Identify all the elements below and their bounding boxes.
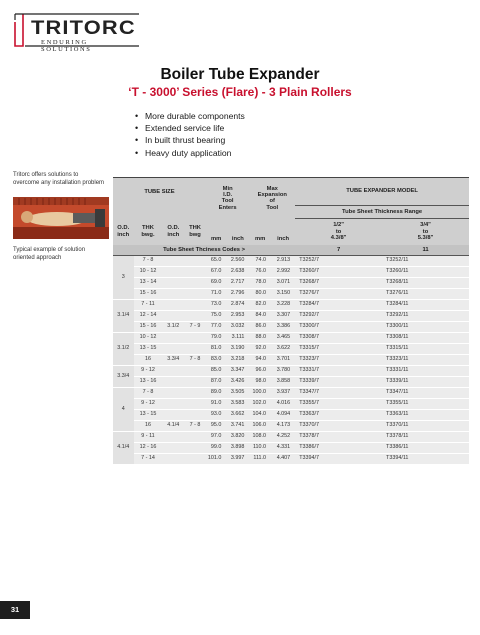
cell-model-7: T3363/7 [295, 410, 382, 421]
table-row [113, 421, 469, 432]
cell-model-7: T3331/7 [295, 366, 382, 377]
cell-od2 [162, 443, 184, 454]
cell-model-11: T3386/11 [382, 443, 469, 454]
cell-model-7: T3315/7 [295, 344, 382, 355]
cell-max-inch: 3.622 [271, 344, 295, 355]
cell-model-7: T3308/7 [295, 333, 382, 344]
feature-list [135, 110, 245, 159]
cell-model-7: T3260/7 [295, 267, 382, 278]
cell-min-mm: 97.0 [206, 432, 227, 443]
cell-thk: 13 - 15 [134, 410, 163, 421]
cell-max-inch: 4.407 [271, 454, 295, 465]
cell-thk2 [184, 256, 206, 267]
cell-model-11: T3308/11 [382, 333, 469, 344]
cell-model-7: T3378/7 [295, 432, 382, 443]
header-range-2: 3/4" to 5.3/8" [382, 219, 469, 245]
cell-min-mm: 79.0 [206, 333, 227, 344]
cell-thk2 [184, 311, 206, 322]
cell-min-mm: 95.0 [206, 421, 227, 432]
cell-model-11: T3268/11 [382, 278, 469, 289]
cell-min-inch: 3.583 [226, 399, 249, 410]
header-od2: O.D. inch [162, 219, 184, 245]
cell-min-inch: 3.997 [226, 454, 249, 465]
cell-max-inch: 4.252 [271, 432, 295, 443]
table-row [113, 410, 469, 421]
cell-min-inch: 3.347 [226, 366, 249, 377]
cell-model-7: T3370/7 [295, 421, 382, 432]
header-tube-size: TUBE SIZE [113, 178, 206, 206]
cell-max-inch: 3.465 [271, 333, 295, 344]
table-row [113, 289, 469, 300]
cell-max-mm: 88.0 [249, 333, 271, 344]
cell-thk2 [184, 410, 206, 421]
solution-approach-caption: Typical example of solution oriented approach [13, 247, 86, 261]
cell-thk: 7 - 11 [134, 300, 163, 311]
cell-thk: 7 - 14 [134, 454, 163, 465]
header-range-1: 1/2" to 4.3/8" [295, 219, 382, 245]
cell-od2 [162, 267, 184, 278]
cell-max-inch: 4.016 [271, 399, 295, 410]
cell-max-mm: 76.0 [249, 267, 271, 278]
cell-min-mm: 65.0 [206, 256, 227, 267]
cell-model-7: T3394/7 [295, 454, 382, 465]
code-11: 11 [382, 245, 469, 256]
cell-od2 [162, 256, 184, 267]
brand-logo [13, 12, 141, 53]
cell-min-inch: 2.560 [226, 256, 249, 267]
table-row [113, 256, 469, 267]
cell-thk: 10 - 12 [134, 333, 163, 344]
codes-label: Tube Sheet Thciness Codes > [113, 245, 295, 256]
cell-max-mm: 96.0 [249, 366, 271, 377]
header-mm: mm [206, 219, 227, 245]
cell-model-11: T3300/11 [382, 322, 469, 333]
cell-od2 [162, 300, 184, 311]
cell-model-11: T3347/11 [382, 388, 469, 399]
cell-model-11: T3260/11 [382, 267, 469, 278]
cell-od2: 4.1/4 [162, 421, 184, 432]
cell-model-11: T3355/11 [382, 399, 469, 410]
cell-max-mm: 82.0 [249, 300, 271, 311]
cell-model-11: T3315/11 [382, 344, 469, 355]
cell-max-inch: 3.150 [271, 289, 295, 300]
cell-max-mm: 80.0 [249, 289, 271, 300]
cell-model-11: T3339/11 [382, 377, 469, 388]
cell-max-inch: 3.071 [271, 278, 295, 289]
cell-model-7: T3323/7 [295, 355, 382, 366]
logo-wordmark: TRITORC [31, 18, 136, 39]
header-max-expansion: Max Expansion of Tool [249, 178, 295, 219]
cell-max-mm: 102.0 [249, 399, 271, 410]
cell-min-mm: 67.0 [206, 267, 227, 278]
cell-max-inch: 4.094 [271, 410, 295, 421]
cell-model-11: T3323/11 [382, 355, 469, 366]
page-title: Boiler Tube Expander [160, 66, 320, 83]
cell-thk: 9 - 12 [134, 366, 163, 377]
spec-table [113, 177, 469, 465]
cell-thk2 [184, 443, 206, 454]
cell-od2: 3.1/2 [162, 322, 184, 333]
cell-min-mm: 101.0 [206, 454, 227, 465]
cell-max-inch: 3.780 [271, 366, 295, 377]
cell-od2 [162, 278, 184, 289]
cell-thk2 [184, 454, 206, 465]
cell-min-inch: 3.218 [226, 355, 249, 366]
table-header [113, 178, 469, 256]
cell-min-inch: 3.032 [226, 322, 249, 333]
cell-od2 [162, 377, 184, 388]
cell-min-inch: 3.111 [226, 333, 249, 344]
cell-max-mm: 111.0 [249, 454, 271, 465]
table-row [113, 454, 469, 465]
cell-min-mm: 93.0 [206, 410, 227, 421]
cell-max-inch: 3.386 [271, 322, 295, 333]
cell-max-mm: 100.0 [249, 388, 271, 399]
cell-od2: 3.3/4 [162, 355, 184, 366]
cell-thk: 9 - 11 [134, 432, 163, 443]
feature-item: • More durable components [135, 110, 245, 122]
page-subtitle: ‘T - 3000’ Series (Flare) - 3 Plain Rollers [128, 85, 352, 99]
cell-min-mm: 69.0 [206, 278, 227, 289]
cell-thk: 12 - 14 [134, 311, 163, 322]
cell-min-inch: 2.953 [226, 311, 249, 322]
cell-model-7: T3268/7 [295, 278, 382, 289]
cell-max-mm: 108.0 [249, 432, 271, 443]
cell-min-mm: 71.0 [206, 289, 227, 300]
table-row [113, 366, 469, 377]
feature-item: • In built thrust bearing [135, 134, 245, 146]
cell-model-7: T3347/7 [295, 388, 382, 399]
cell-thk: 7 - 8 [134, 388, 163, 399]
cell-thk2 [184, 300, 206, 311]
cell-min-inch: 3.505 [226, 388, 249, 399]
cell-max-mm: 98.0 [249, 377, 271, 388]
table-row [113, 278, 469, 289]
cell-min-inch: 2.874 [226, 300, 249, 311]
cell-max-mm: 104.0 [249, 410, 271, 421]
cell-max-inch: 3.937 [271, 388, 295, 399]
cell-model-7: T3276/7 [295, 289, 382, 300]
table-row [113, 333, 469, 344]
cell-od2 [162, 410, 184, 421]
cell-model-7: T3355/7 [295, 399, 382, 410]
cell-model-11: T3363/11 [382, 410, 469, 421]
cell-thk2 [184, 366, 206, 377]
cell-thk: 13 - 16 [134, 377, 163, 388]
cell-max-inch: 4.173 [271, 421, 295, 432]
cell-model-11: T3331/11 [382, 366, 469, 377]
table-row [113, 399, 469, 410]
cell-od: 3.1/2 [113, 333, 134, 366]
cell-max-inch: 2.992 [271, 267, 295, 278]
code-7: 7 [295, 245, 382, 256]
cell-model-7: T3284/7 [295, 300, 382, 311]
cell-max-inch: 4.331 [271, 443, 295, 454]
cell-max-mm: 78.0 [249, 278, 271, 289]
cell-thk: 15 - 16 [134, 289, 163, 300]
table-row [113, 388, 469, 399]
table-row [113, 432, 469, 443]
cell-od2 [162, 311, 184, 322]
cell-max-mm: 86.0 [249, 322, 271, 333]
cell-min-mm: 73.0 [206, 300, 227, 311]
header-thk2: THK bwg [184, 219, 206, 245]
cell-od2 [162, 454, 184, 465]
installation-photo [13, 197, 109, 239]
cell-od2 [162, 289, 184, 300]
cell-model-7: T3300/7 [295, 322, 382, 333]
cell-max-mm: 84.0 [249, 311, 271, 322]
cell-thk2: 7 - 8 [184, 355, 206, 366]
cell-min-mm: 99.0 [206, 443, 227, 454]
page-number: 31 [0, 601, 30, 619]
cell-thk2 [184, 344, 206, 355]
cell-od2 [162, 344, 184, 355]
cell-od2 [162, 333, 184, 344]
cell-min-inch: 2.717 [226, 278, 249, 289]
cell-min-mm: 87.0 [206, 377, 227, 388]
cell-thk: 12 - 16 [134, 443, 163, 454]
header-min-id: Min I.D. Tool Enters [206, 178, 249, 219]
table-row [113, 443, 469, 454]
cell-od: 3.1/4 [113, 300, 134, 333]
cell-model-11: T3292/11 [382, 311, 469, 322]
cell-max-inch: 3.228 [271, 300, 295, 311]
cell-model-11: T3394/11 [382, 454, 469, 465]
table-row [113, 355, 469, 366]
table-row [113, 377, 469, 388]
cell-min-inch: 3.190 [226, 344, 249, 355]
cell-thk: 16 [134, 355, 163, 366]
cell-od2 [162, 399, 184, 410]
cell-thk: 7 - 8 [134, 256, 163, 267]
cell-thk2 [184, 267, 206, 278]
cell-thk2 [184, 278, 206, 289]
solutions-caption: Tritorc offers solutions to overcome any installation problem [13, 172, 105, 186]
header-model: TUBE EXPANDER MODEL [295, 178, 469, 206]
cell-thk2 [184, 289, 206, 300]
cell-model-7: T3252/7 [295, 256, 382, 267]
table-row [113, 344, 469, 355]
cell-max-inch: 3.858 [271, 377, 295, 388]
cell-max-mm: 92.0 [249, 344, 271, 355]
cell-model-7: T3339/7 [295, 377, 382, 388]
cell-thk2 [184, 333, 206, 344]
cell-thk: 13 - 14 [134, 278, 163, 289]
cell-thk2: 7 - 9 [184, 322, 206, 333]
cell-min-inch: 2.796 [226, 289, 249, 300]
cell-od2 [162, 432, 184, 443]
header-od: O.D. inch [113, 219, 134, 245]
cell-min-inch: 2.638 [226, 267, 249, 278]
cell-thk2 [184, 377, 206, 388]
header-thk: THK bwg. [134, 219, 163, 245]
table-row [113, 311, 469, 322]
header-range: Tube Sheet Thickness Range [295, 206, 469, 219]
cell-thk: 9 - 12 [134, 399, 163, 410]
cell-od2 [162, 366, 184, 377]
cell-od: 3.3/4 [113, 366, 134, 388]
cell-model-7: T3292/7 [295, 311, 382, 322]
table-row [113, 300, 469, 311]
cell-min-inch: 3.662 [226, 410, 249, 421]
cell-od: 4 [113, 388, 134, 432]
cell-min-mm: 75.0 [206, 311, 227, 322]
cell-thk2 [184, 388, 206, 399]
cell-min-inch: 3.741 [226, 421, 249, 432]
cell-min-inch: 3.898 [226, 443, 249, 454]
header-inch: inch [271, 219, 295, 245]
cell-max-inch: 2.913 [271, 256, 295, 267]
cell-max-mm: 110.0 [249, 443, 271, 454]
cell-max-mm: 106.0 [249, 421, 271, 432]
cell-max-mm: 94.0 [249, 355, 271, 366]
cell-min-inch: 3.820 [226, 432, 249, 443]
cell-model-11: T3378/11 [382, 432, 469, 443]
cell-min-mm: 83.0 [206, 355, 227, 366]
cell-od: 3 [113, 256, 134, 300]
cell-thk: 13 - 15 [134, 344, 163, 355]
cell-max-mm: 74.0 [249, 256, 271, 267]
cell-min-mm: 91.0 [206, 399, 227, 410]
cell-od2 [162, 388, 184, 399]
cell-min-mm: 85.0 [206, 366, 227, 377]
cell-thk2 [184, 432, 206, 443]
cell-od: 4.1/4 [113, 432, 134, 465]
cell-thk2 [184, 399, 206, 410]
table-row [113, 267, 469, 278]
cell-min-mm: 89.0 [206, 388, 227, 399]
cell-model-11: T3284/11 [382, 300, 469, 311]
cell-thk2: 7 - 8 [184, 421, 206, 432]
cell-max-inch: 3.307 [271, 311, 295, 322]
cell-model-11: T3252/11 [382, 256, 469, 267]
cell-thk: 16 [134, 421, 163, 432]
feature-item: • Heavy duty application [135, 147, 245, 159]
cell-model-11: T3276/11 [382, 289, 469, 300]
feature-item: • Extended service life [135, 122, 245, 134]
cell-thk: 10 - 12 [134, 267, 163, 278]
cell-min-inch: 3.426 [226, 377, 249, 388]
cell-max-inch: 3.701 [271, 355, 295, 366]
table-body [113, 256, 469, 465]
cell-model-11: T3370/11 [382, 421, 469, 432]
cell-min-mm: 81.0 [206, 344, 227, 355]
table-row [113, 322, 469, 333]
cell-model-7: T3386/7 [295, 443, 382, 454]
header-inch: inch [226, 219, 249, 245]
cell-thk: 15 - 16 [134, 322, 163, 333]
logo-tagline: ENDURING SOLUTIONS [41, 39, 92, 53]
header-mm: mm [249, 219, 271, 245]
cell-min-mm: 77.0 [206, 322, 227, 333]
